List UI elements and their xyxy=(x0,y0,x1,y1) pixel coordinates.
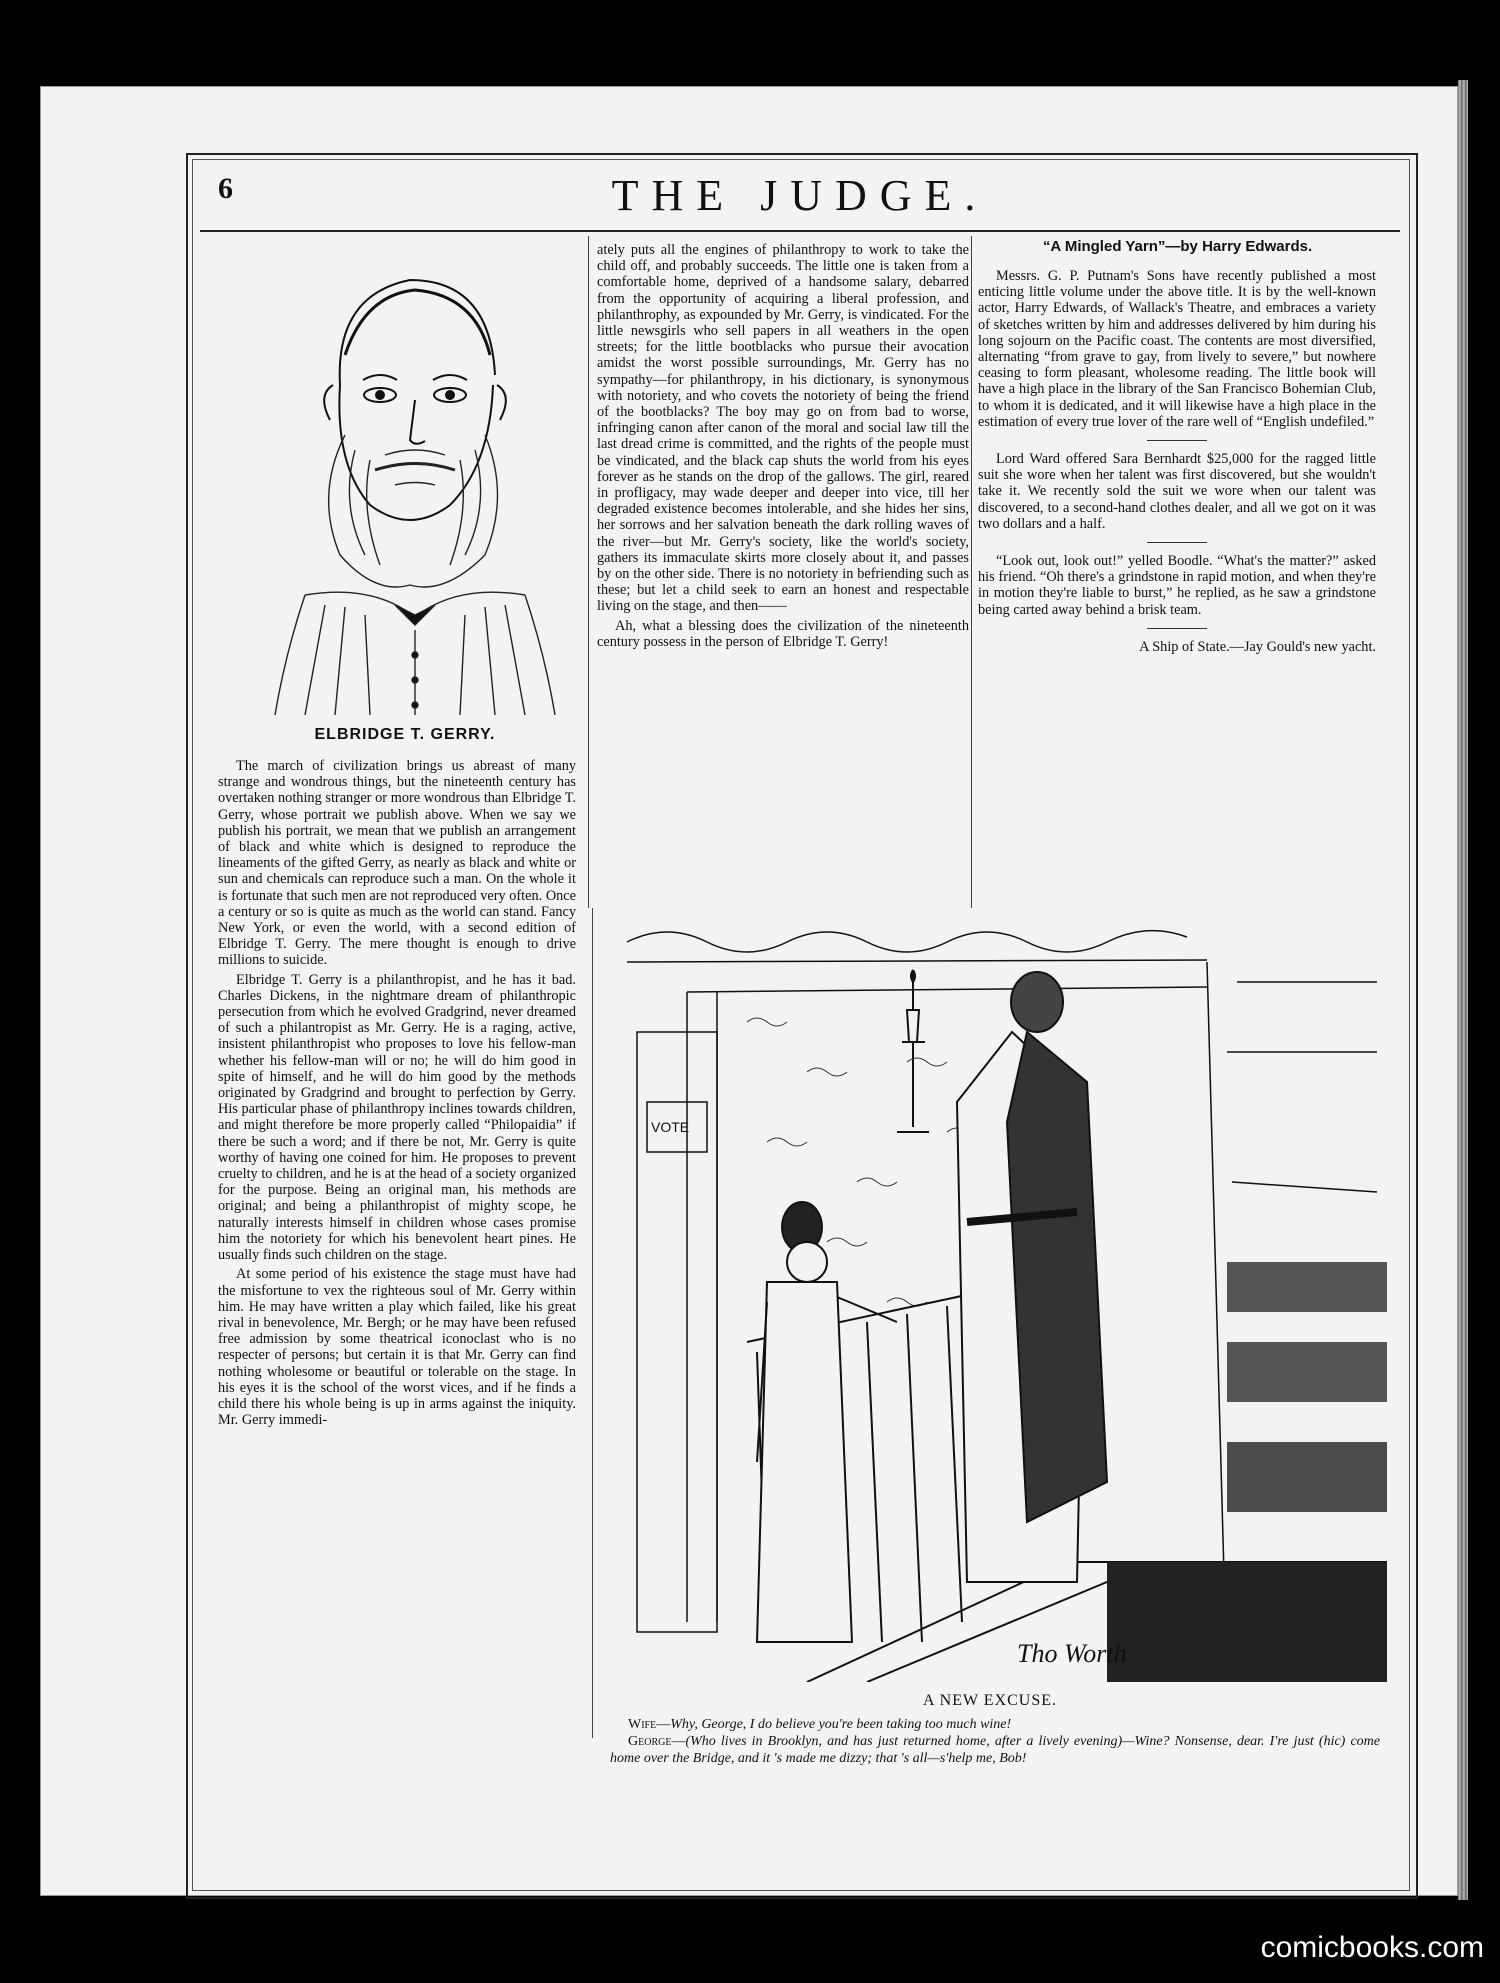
george-speaker-label: George— xyxy=(628,1734,686,1749)
wife-line: Why, George, I do believe you're been taking too much wine! xyxy=(670,1717,1012,1732)
column-3 xyxy=(978,268,1376,658)
column-1-paragraph: The march of civilization brings us abreast of many strange and wondrous things, but the nineteenth century has overtaken nothing stranger or more wondrous than Elbridge T. Gerry, whose portrait we publish above. When we say we publish his portrait, we mean that we publish an arrangement of black and white which is designed to reproduce the lineaments of the gifted Gerry, as nearly as black and white or sun and chemicals can reproduce such a man. On the whole it is fortunate that such men are not reproduced very often. Once a century or so is quite as much as the world can stand. Fancy New York, or even the world, with a second edition of Elbridge T. Gerry. The mere thought is enough to drive millions to suicide. xyxy=(218,758,576,969)
gerry-portrait-illustration xyxy=(245,235,575,715)
yarn-review-heading: “A Mingled Yarn”—by Harry Edwards. xyxy=(1042,238,1313,255)
column-1 xyxy=(218,758,576,1431)
wife-speaker-label: Wife— xyxy=(628,1717,671,1732)
ship-of-state-item: A Ship of State.—Jay Gould's new yacht. xyxy=(1139,638,1376,655)
column-2-paragraph: Ah, what a blessing does the civilization of the nineteenth century possess in the person of Elbridge T. Gerry! xyxy=(597,617,969,650)
divider-rule xyxy=(1147,542,1207,543)
portrait-caption: ELBRIDGE T. GERRY. xyxy=(314,726,496,743)
column-1-paragraph: Elbridge T. Gerry is a philanthropist, and he has it bad. Charles Dickens, in the nightmare dream of philanthropic persecution from which he evolved Gradgrind, never dreamed of such a philantropist as Mr. Gerry. He is a raging, active, insistent philanthropist who proposes to love his fellow-man whether his fellow-man will or no; he will do him good in spite of himself, and he will do him good by the methods originated by Gradgrind and brought to perfection by Gerry. His particular phase of philanthropy inclines towards children, and might therefore be more properly called “Philopaidia” if there be such a word; and if there be not, Mr. Gerry is quite worthy of having one coined for him. He proposes to prevent cruelty to children, and he is at the head of a society organized for the purpose. Being an original man, his methods are original; and being a philanthropist of mighty scope, he naturally interests himself in children whose cases promise him the notoriety for which his benevolent heart pines. He usually finds such children on the stage. xyxy=(218,971,576,1264)
column-1-paragraph: At some period of his existence the stage must have had the misfortune to vex the righteous soul of Mr. Gerry within him. He may have written a play which failed, like his great rival in benevolence, Mr. Bergh; or he may have been refused free admission by some theatrical iconoclast who is no respecter of persons; but certain it is that Mr. Gerry can find nothing wholesome or beautiful or tolerable on the stage. In his eyes it is the school of the worst vices, and if he finds a child there his whole being is up in arms against the iniquity. Mr. Gerry immedi- xyxy=(218,1266,576,1429)
cartoon-title: A NEW EXCUSE. xyxy=(922,1692,1058,1709)
boodle-item: “Look out, look out!” yelled Boodle. “What's the matter?” asked his friend. “Oh there's a grindstone in rapid motion, and when they're in motion they're liable to burst,” he replied, as he saw a grindstone being carted away behind a brisk team. xyxy=(978,553,1376,618)
cartoon-illustration xyxy=(607,922,1387,1682)
page-number: 6 xyxy=(218,172,233,205)
masthead: THE JUDGE. xyxy=(611,171,989,220)
lord-ward-item: Lord Ward offered Sara Bernhardt $25,000 for the ragged little suit she wore when her talent was first discovered, but she wouldn't take it. We recently sold the suit we wore when our talent was discovered, to a second-hand clothes dealer, and all we got on it was two dollars and a half. xyxy=(978,451,1376,532)
page-edge xyxy=(1458,80,1468,1900)
cartoon-wall-sign: VOTE xyxy=(651,1119,690,1135)
column-2 xyxy=(597,242,969,653)
column-2-paragraph: ately puts all the engines of philanthropy to work to take the child off, and probably succeeds. The little one is taken from a comfortable home, deprived of a handsome salary, debarred from the opportunity of acquiring a liberal profession, and philanthrophy, as expounded by Mr. Gerry, is vindicated. For the little newsgirls who sell papers in all weathers in the open streets; for the little bootblacks who pursue their avocation amidst the worst possible surroundings, Mr. Gerry has no sympathy—for philanthropy, in his dictionary, is synonymous with notoriety, and who covets the notoriety of being the friend of the bootblacks? The boy may go on from bad to worse, infringing canon after canon of the moral and social law till the last dread crime is committed, and the rights of the people must be vindicated, and the black cap shuts the world from his eyes forever as he stands on the drop of the gallows. The girl, reared in profligacy, may wade deeper and deeper into vice, till her degraded existence becomes intolerable, and she hides her sins, her sorrows and her salvation beneath the dark rolling waves of the river—but Mr. Gerry's society, like the world's society, gathers its immaculate skirts more closely about it, and passes by on the other side. There is no notoriety in befriending such as these; but let a child seek to earn an honest and respectable living on the stage, and then—— xyxy=(597,242,969,615)
cartoon-signature: Tho Worth xyxy=(1017,1639,1127,1668)
column-rule-2 xyxy=(971,236,972,908)
divider-rule xyxy=(1147,628,1207,629)
george-line: (Who lives in Brooklyn, and has just returned home, after a lively evening)—Wine? Nonsense, dear. I're just (hic) come home over the Bridge, and it 's made me dizzy; that 's all—s'help me, Bob! xyxy=(610,1734,1380,1766)
yarn-review-text: Messrs. G. P. Putnam's Sons have recently published a most enticing little volume under the above title. It is by the well-known actor, Harry Edwards, of Wallack's Theatre, and embraces a variety of sketches written by him and addresses delivered by him during his long sojourn on the Pacific coast. The contents are most diversified, alternating “from grave to gay, from lively to severe,” but nowhere ceasing to form pleasant, wholesome reading. The little book will have a high place in the library of the San Francisco Bohemian Club, to whom it is dedicated, and it will likewise have a high place in the estimation of every true lover of the rare well of “English undefiled.” xyxy=(978,268,1376,430)
site-watermark: comicbooks.com xyxy=(1260,1931,1484,1964)
header-rule xyxy=(200,230,1400,232)
column-rule-3 xyxy=(592,908,593,1738)
divider-rule xyxy=(1147,440,1207,441)
column-rule-1 xyxy=(588,236,589,908)
cartoon-caption xyxy=(610,1716,1380,1767)
